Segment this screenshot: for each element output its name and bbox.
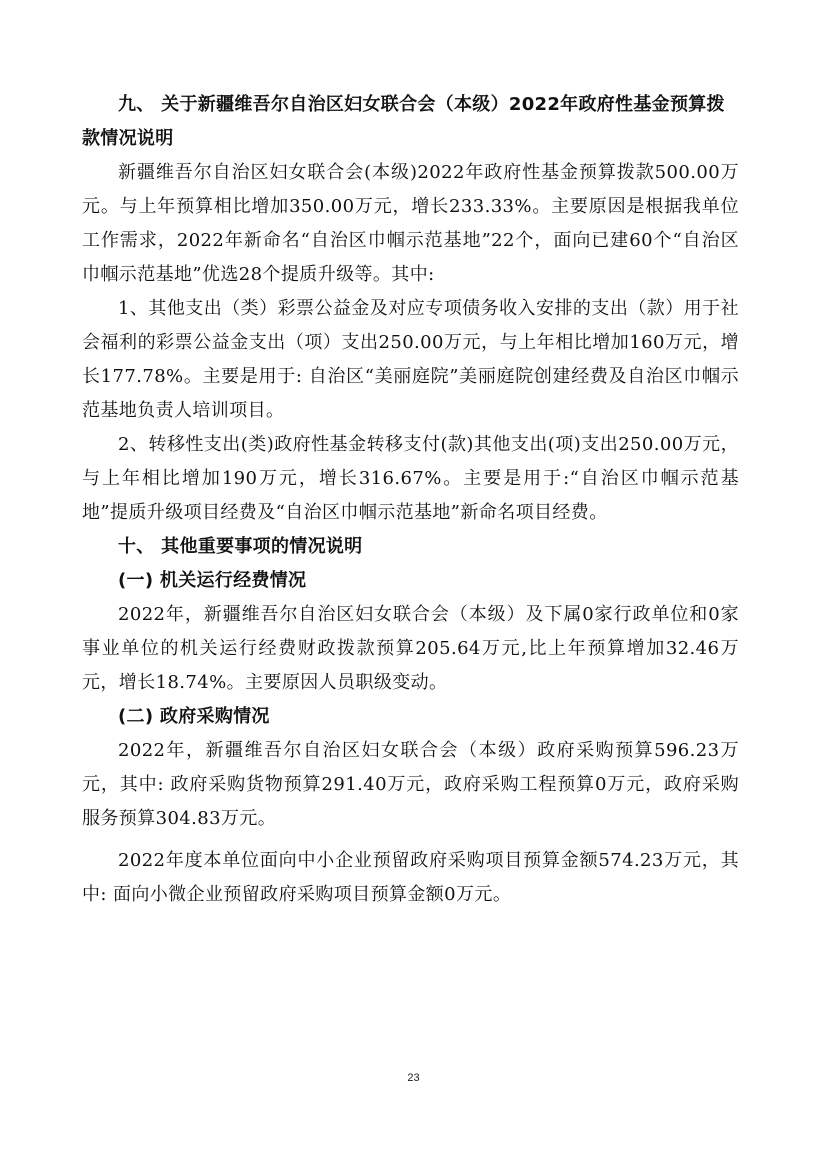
paragraph-gap — [82, 836, 739, 844]
subsection-1-heading: (一) 机关运行经费情况 — [118, 570, 307, 591]
section-nine-intro: 新疆维吾尔自治区妇女联合会(本级)2022年政府性基金预算拨款500.00万元。与上年预算相比增加350.00万元，增长233.33%。主要原因是根据我单位工作需求，2022年新命名“自治区巾帼示范基地”22个，面向已建60个“自治区巾帼示范基地”优选28个提质升级等。其中: — [82, 162, 739, 285]
section-nine-heading: 九、 关于新疆维吾尔自治区妇女联合会（本级）2022年政府性基金预算拨款情况说明 — [82, 94, 725, 149]
section-nine-item-2: 2、转移性支出(类)政府性基金转移支付(款)其他支出(项)支出250.00万元，与上年相比增加190万元，增长316.67%。主要是用于:“自治区巾帼示范基地”提质升级项目经费及“自治区巾帼示范基地”新命名项目经费。 — [82, 434, 739, 523]
page-number: 23 — [407, 1072, 420, 1084]
section-ten-heading: 十、 其他重要事项的情况说明 — [118, 536, 363, 557]
subsection-2-heading: (二) 政府采购情况 — [118, 706, 270, 727]
document-body — [82, 88, 739, 912]
subsection-1-text: 2022年，新疆维吾尔自治区妇女联合会（本级）及下属0家行政单位和0家事业单位的机关运行经费财政拨款预算205.64万元,比上年预算增加32.46万元，增长18.74%。主要原因人员职级变动。 — [82, 604, 739, 693]
subsection-2-text-1: 2022年，新疆维吾尔自治区妇女联合会（本级）政府采购预算596.23万元，其中: 政府采购货物预算291.40万元，政府采购工程预算0万元，政府采购服务预算304.83万元。 — [82, 740, 739, 829]
subsection-2-text-2: 2022年度本单位面向中小企业预留政府采购项目预算金额574.23万元，其中: 面向小微企业预留政府采购项目预算金额0万元。 — [82, 850, 739, 905]
section-nine-item-1: 1、其他支出（类）彩票公益金及对应专项债务收入安排的支出（款）用于社会福利的彩票公益金支出（项）支出250.00万元，与上年相比增加160万元，增长177.78%。主要是用于: 自治区“美丽庭院”美丽庭院创建经费及自治区巾帼示范基地负责人培训项目。 — [82, 298, 739, 421]
